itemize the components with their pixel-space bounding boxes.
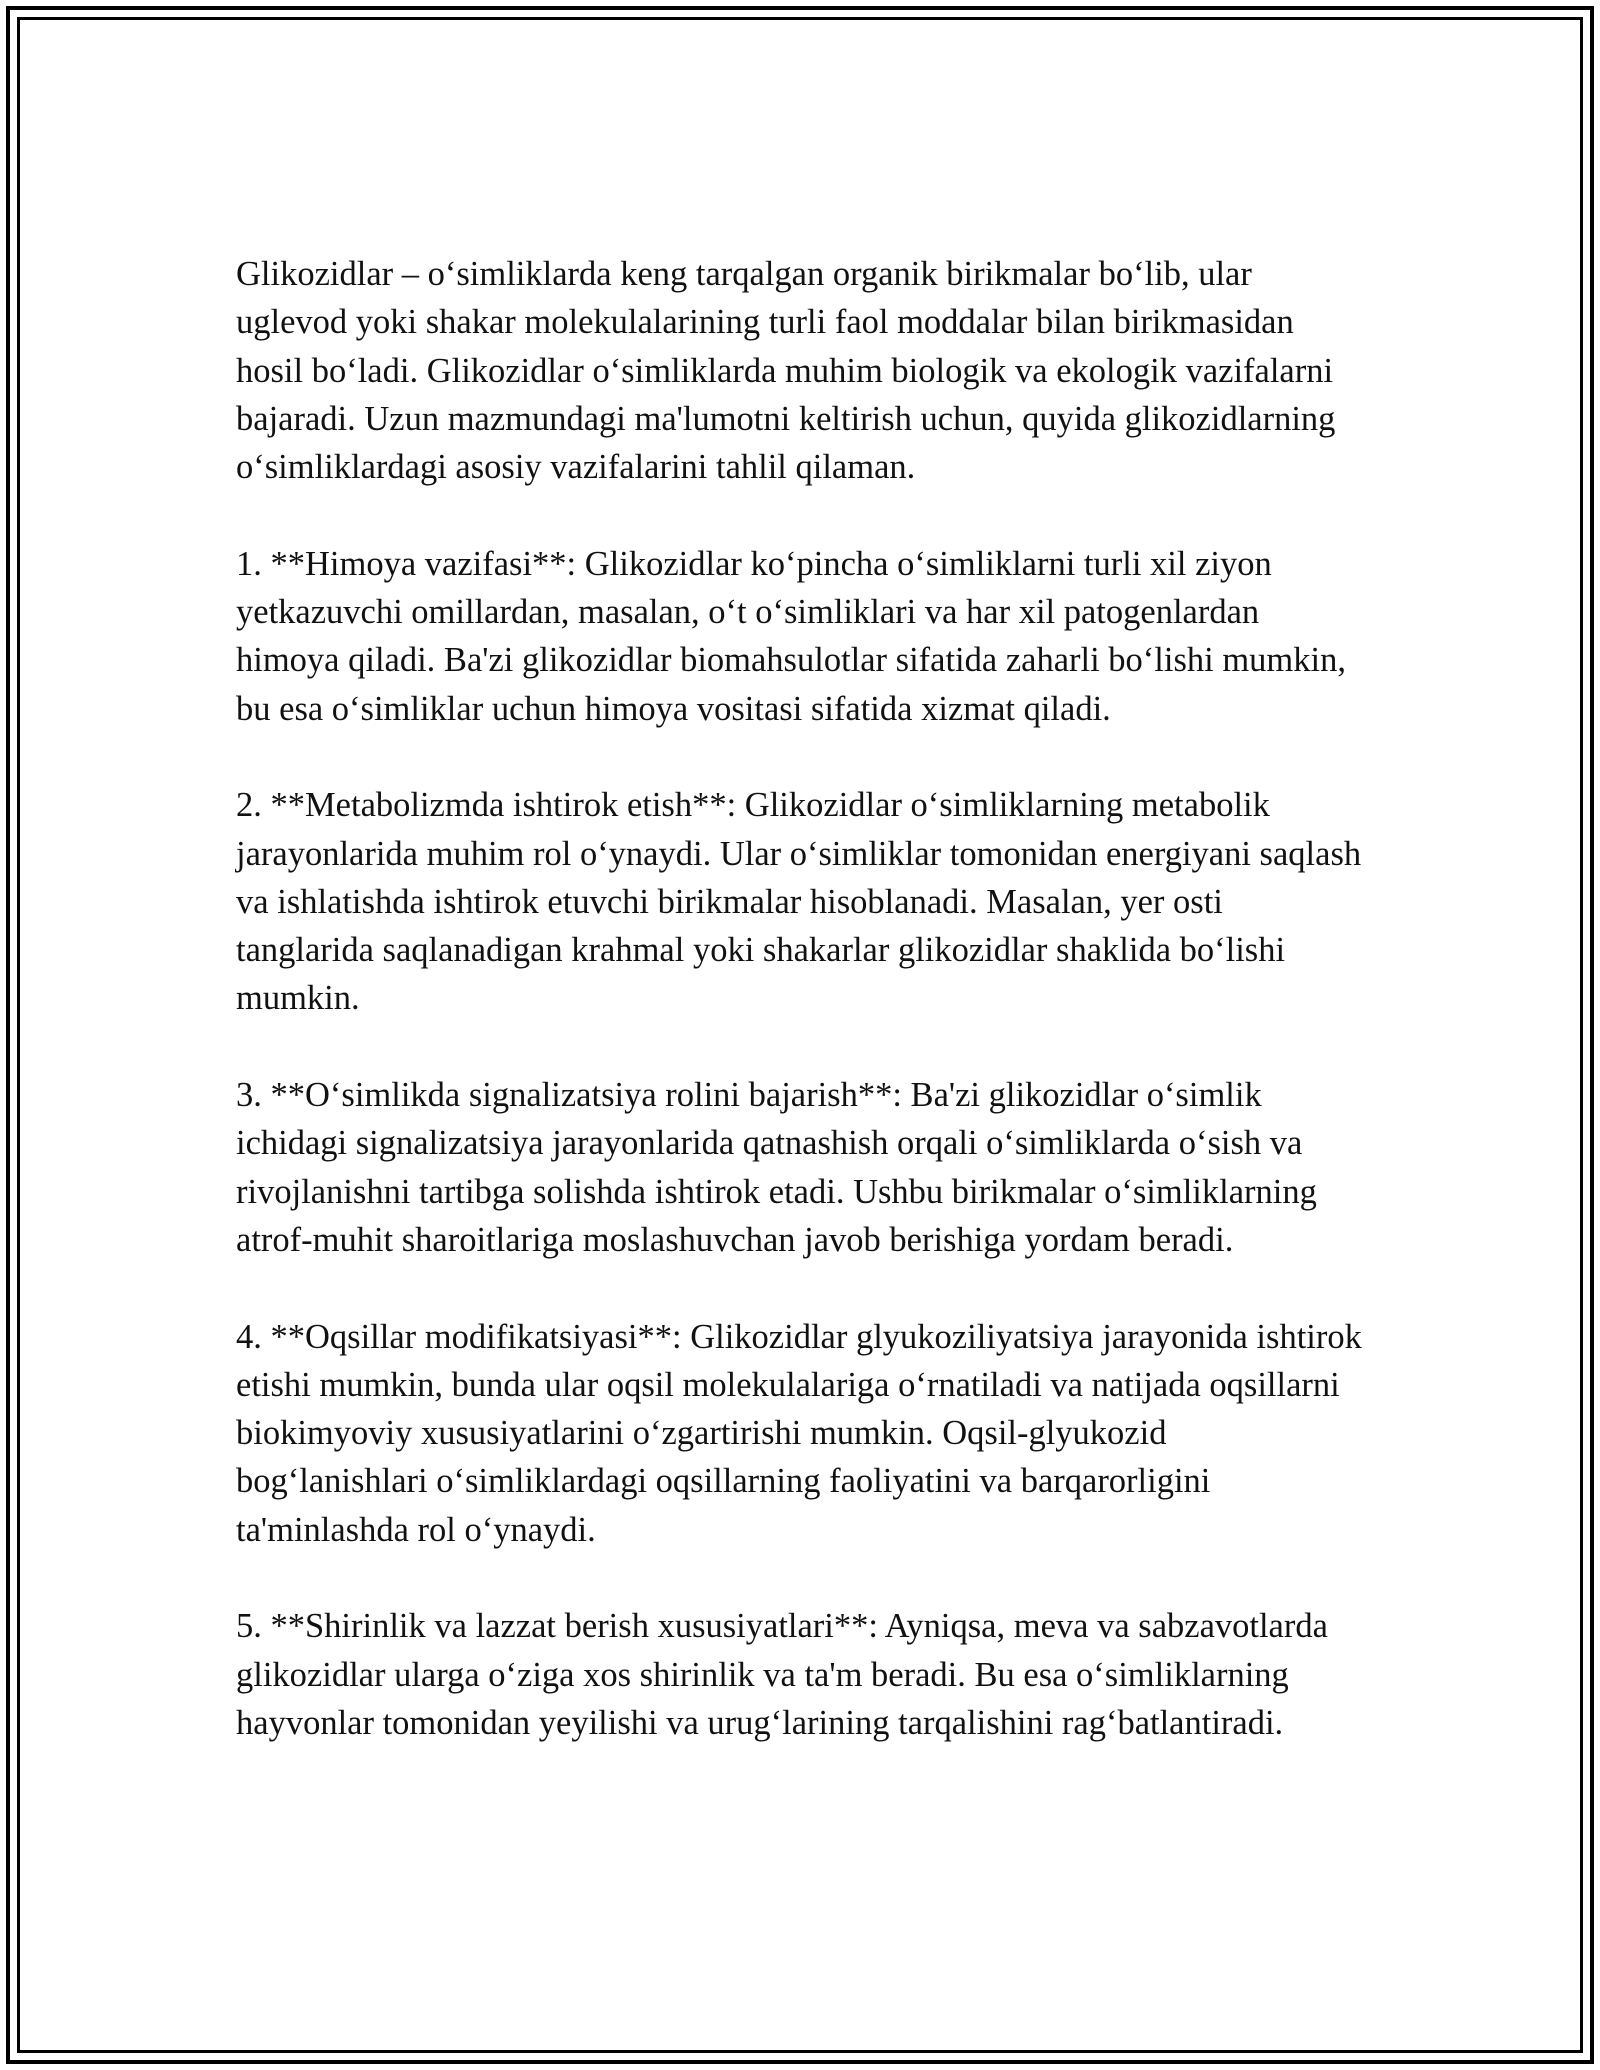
intro-paragraph: Glikozidlar – o‘simliklarda keng tarqalgan organik birikmalar bo‘lib, ular uglevod yoki shakar molekulalarining turli faol moddalar bilan birikmasidan hosil bo‘ladi. Glikozidlar o‘simliklarda muhim biologik va ekologik vazifalarni bajaradi. Uzun mazmundagi ma'lumotni keltirish uchun, quyida glikozidlarning o‘simliklardagi asosiy vazifalarini tahlil qilaman. xyxy=(236,255,1336,487)
list-item-2-paragraph: 2. **Metabolizmda ishtirok etish**: Glikozidlar o‘simliklarning metabolik jarayonlarida muhim rol o‘ynaydi. Ular o‘simliklar tomonidan energiyani saqlash va ishlatishda ishtirok etuvchi birikmalar hisoblanadi. Masalan, yer osti tanglarida saqlanadigan krahmal yoki shakarlar glikozidlar shaklida bo‘lishi mumkin. xyxy=(236,786,1362,1018)
document-body xyxy=(236,250,1366,1747)
list-item-5-paragraph: 5. **Shirinlik va lazzat berish xususiyatlari**: Ayniqsa, meva va sabzavotlarda glikozidlar ularga o‘ziga xos shirinlik va ta'm beradi. Bu esa o‘simliklarning hayvonlar tomonidan yeyilishi va urug‘larining tarqalishini rag‘batlantiradi. xyxy=(236,1607,1328,1742)
list-item-3-paragraph: 3. **O‘simlikda signalizatsiya rolini bajarish**: Ba'zi glikozidlar o‘simlik ichidagi signalizatsiya jarayonlarida qatnashish orqali o‘simliklarda o‘sish va rivojlanishni tartibga solishda ishtirok etadi. Ushbu birikmalar o‘simliklarning atrof-muhit sharoitlariga moslashuvchan javob berishiga yordam beradi. xyxy=(236,1076,1317,1259)
list-item-1-paragraph: 1. **Himoya vazifasi**: Glikozidlar ko‘pincha o‘simliklarni turli xil ziyon yetkazuvchi omillardan, masalan, o‘t o‘simliklari va har xil patogenlardan himoya qiladi. Ba'zi glikozidlar biomahsulotlar sifatida zaharli bo‘lishi mumkin, bu esa o‘simliklar uchun himoya vositasi sifatida xizmat qiladi. xyxy=(236,544,1346,728)
list-item-4-paragraph: 4. **Oqsillar modifikatsiyasi**: Glikozidlar glyukoziliyatsiya jarayonida ishtirok etishi mumkin, bunda ular oqsil molekulalariga o‘rnatiladi va natijada oqsillarni biokimyoviy xususiyatlarini o‘zgartirishi mumkin. Oqsil-glyukozid bog‘lanishlari o‘simliklardagi oqsillarning faoliyatini va barqarorligini ta'minlashda rol o‘ynaydi. xyxy=(236,1317,1362,1549)
